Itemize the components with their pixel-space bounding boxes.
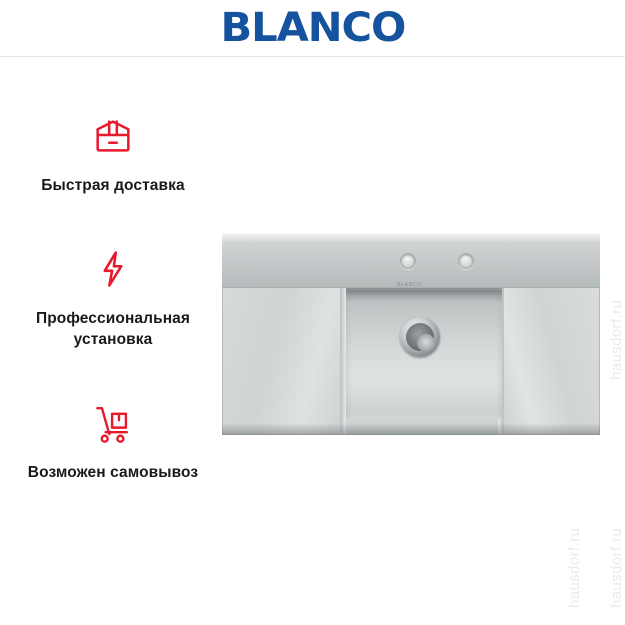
sink-brand-stamp: BLANCO: [397, 282, 422, 288]
lightning-bolt-icon: [85, 243, 141, 295]
product-image[interactable]: [222, 233, 600, 435]
sink-bottom-shadow: [222, 423, 600, 435]
sink-drain-core: [417, 334, 435, 352]
sink-right-drainer: [501, 288, 599, 434]
feature-item-delivery: [8, 110, 218, 197]
sink-deck-highlight: [222, 233, 600, 243]
watermark-text: hausdorf.ru: [608, 527, 625, 608]
hand-truck-icon: [85, 397, 141, 449]
delivery-box-icon: [85, 110, 141, 162]
feature-label-delivery: Быстрая доставка: [41, 177, 185, 194]
sink-left-drainer: [223, 288, 345, 434]
watermark-text: hausdorf.ru: [608, 299, 625, 380]
sink-drain-inner: [406, 323, 434, 351]
sink-drain-icon: [400, 317, 440, 357]
site-header: [0, 0, 625, 57]
sink-illustration: [222, 233, 600, 435]
faucet-hole-right: [458, 253, 474, 269]
feature-item-pickup: [8, 397, 218, 484]
brand-logo[interactable]: BLANCO: [220, 5, 405, 51]
watermark-text: hausdorf.ru: [566, 527, 583, 608]
feature-list: [8, 110, 218, 484]
faucet-hole-left: [400, 253, 416, 269]
feature-item-installation: [8, 243, 218, 351]
feature-label-installation: Профессиональная установка: [35, 309, 191, 348]
feature-label-pickup: Возможен самовывоз: [27, 463, 199, 481]
sink-bowl-shadow: [346, 288, 502, 302]
